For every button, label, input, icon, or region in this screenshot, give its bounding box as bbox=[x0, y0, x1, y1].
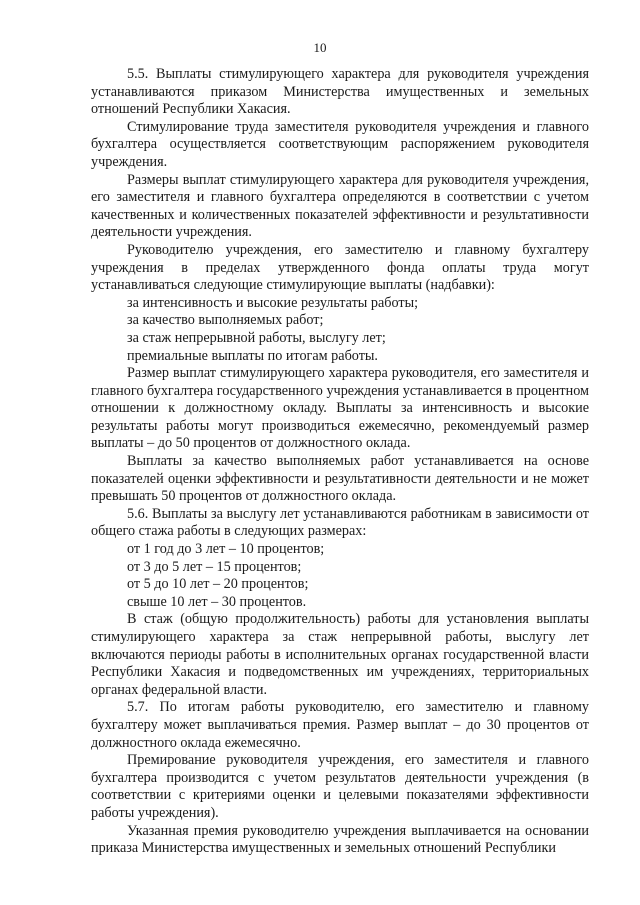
paragraph-service-length: В стаж (общую продолжительность) работы для установления выплаты стимулирующего характера за стаж непрерывной работы, выслугу лет включаются периоды работы в исполнительных органах государственной власти Республики Хакасия и подведомственных им учреждениях, территориальных органах федеральной власти. bbox=[91, 611, 589, 698]
list-item: за стаж непрерывной работы, выслугу лет; bbox=[127, 329, 386, 346]
paragraph-5-5: 5.5. Выплаты стимулирующего характера для руководителя учреждения устанавливаются приказом Министерства имущественных и земельных отношений Республики Хакасия. bbox=[91, 66, 589, 118]
paragraph-bonus-criteria: Премирование руководителя учреждения, его заместителя и главного бухгалтера производится с учетом результатов деятельности учреждения (в соответствии с критериями оценки и целевыми показателями эффективности работы учреждения). bbox=[91, 752, 589, 821]
paragraph-bonus-basis: Указанная премия руководителю учреждения выплачивается на основании приказа Министерства имущественных и земельных отношений Республики bbox=[91, 822, 589, 857]
document-body bbox=[91, 66, 589, 858]
list-item: за качество выполняемых работ; bbox=[127, 312, 324, 329]
paragraph-5-6: 5.6. Выплаты за выслугу лет устанавливаются работникам в зависимости от общего стажа работы в следующих размерах: bbox=[91, 505, 589, 540]
list-item: от 3 до 5 лет – 15 процентов; bbox=[127, 558, 302, 575]
page-number: 10 bbox=[313, 40, 327, 55]
paragraph-5-7: 5.7. По итогам работы руководителю, его заместителю и главному бухгалтеру может выплачиваться премия. Размер выплат – до 30 процентов от должностного оклада ежемесячно. bbox=[91, 699, 589, 751]
list-item: от 1 год до 3 лет – 10 процентов; bbox=[127, 541, 325, 558]
list-item: за интенсивность и высокие результаты работы; bbox=[127, 294, 419, 311]
paragraph-deputy-incentive: Стимулирование труда заместителя руководителя учреждения и главного бухгалтера осуществляется соответствующим распоряжением руководителя учреждения. bbox=[91, 118, 589, 170]
paragraph-incentive-sizes: Размеры выплат стимулирующего характера для руководителя учреждения, его заместителя и главного бухгалтера определяются в соответствии с учетом качественных и количественных показателей эффективности и результативности деятельности учреждения. bbox=[91, 171, 589, 241]
list-item: от 5 до 10 лет – 20 процентов; bbox=[127, 576, 309, 593]
list-item: свыше 10 лет – 30 процентов. bbox=[127, 593, 307, 610]
paragraph-quality-payments: Выплаты за качество выполняемых работ устанавливается на основе показателей оценки эффективности и результативности деятельности и не может превышать 50 процентов от должностного оклада. bbox=[91, 453, 589, 505]
paragraph-incentive-list-intro: Руководителю учреждения, его заместителю и главному бухгалтеру учреждения в пределах утвержденного фонда оплаты труда могут устанавливаться следующие стимулирующие выплаты (надбавки): bbox=[91, 241, 589, 294]
paragraph-payment-size: Размер выплат стимулирующего характера руководителя, его заместителя и главного бухгалтера государственного учреждения устанавливается в процентном отношении к должностному окладу. Выплаты за интенсивность и высокие результаты работы могут производиться ежемесячно, рекомендуемый размер выплаты – до 50 процентов от должностного оклада. bbox=[91, 365, 589, 452]
list-item: премиальные выплаты по итогам работы. bbox=[127, 347, 378, 364]
